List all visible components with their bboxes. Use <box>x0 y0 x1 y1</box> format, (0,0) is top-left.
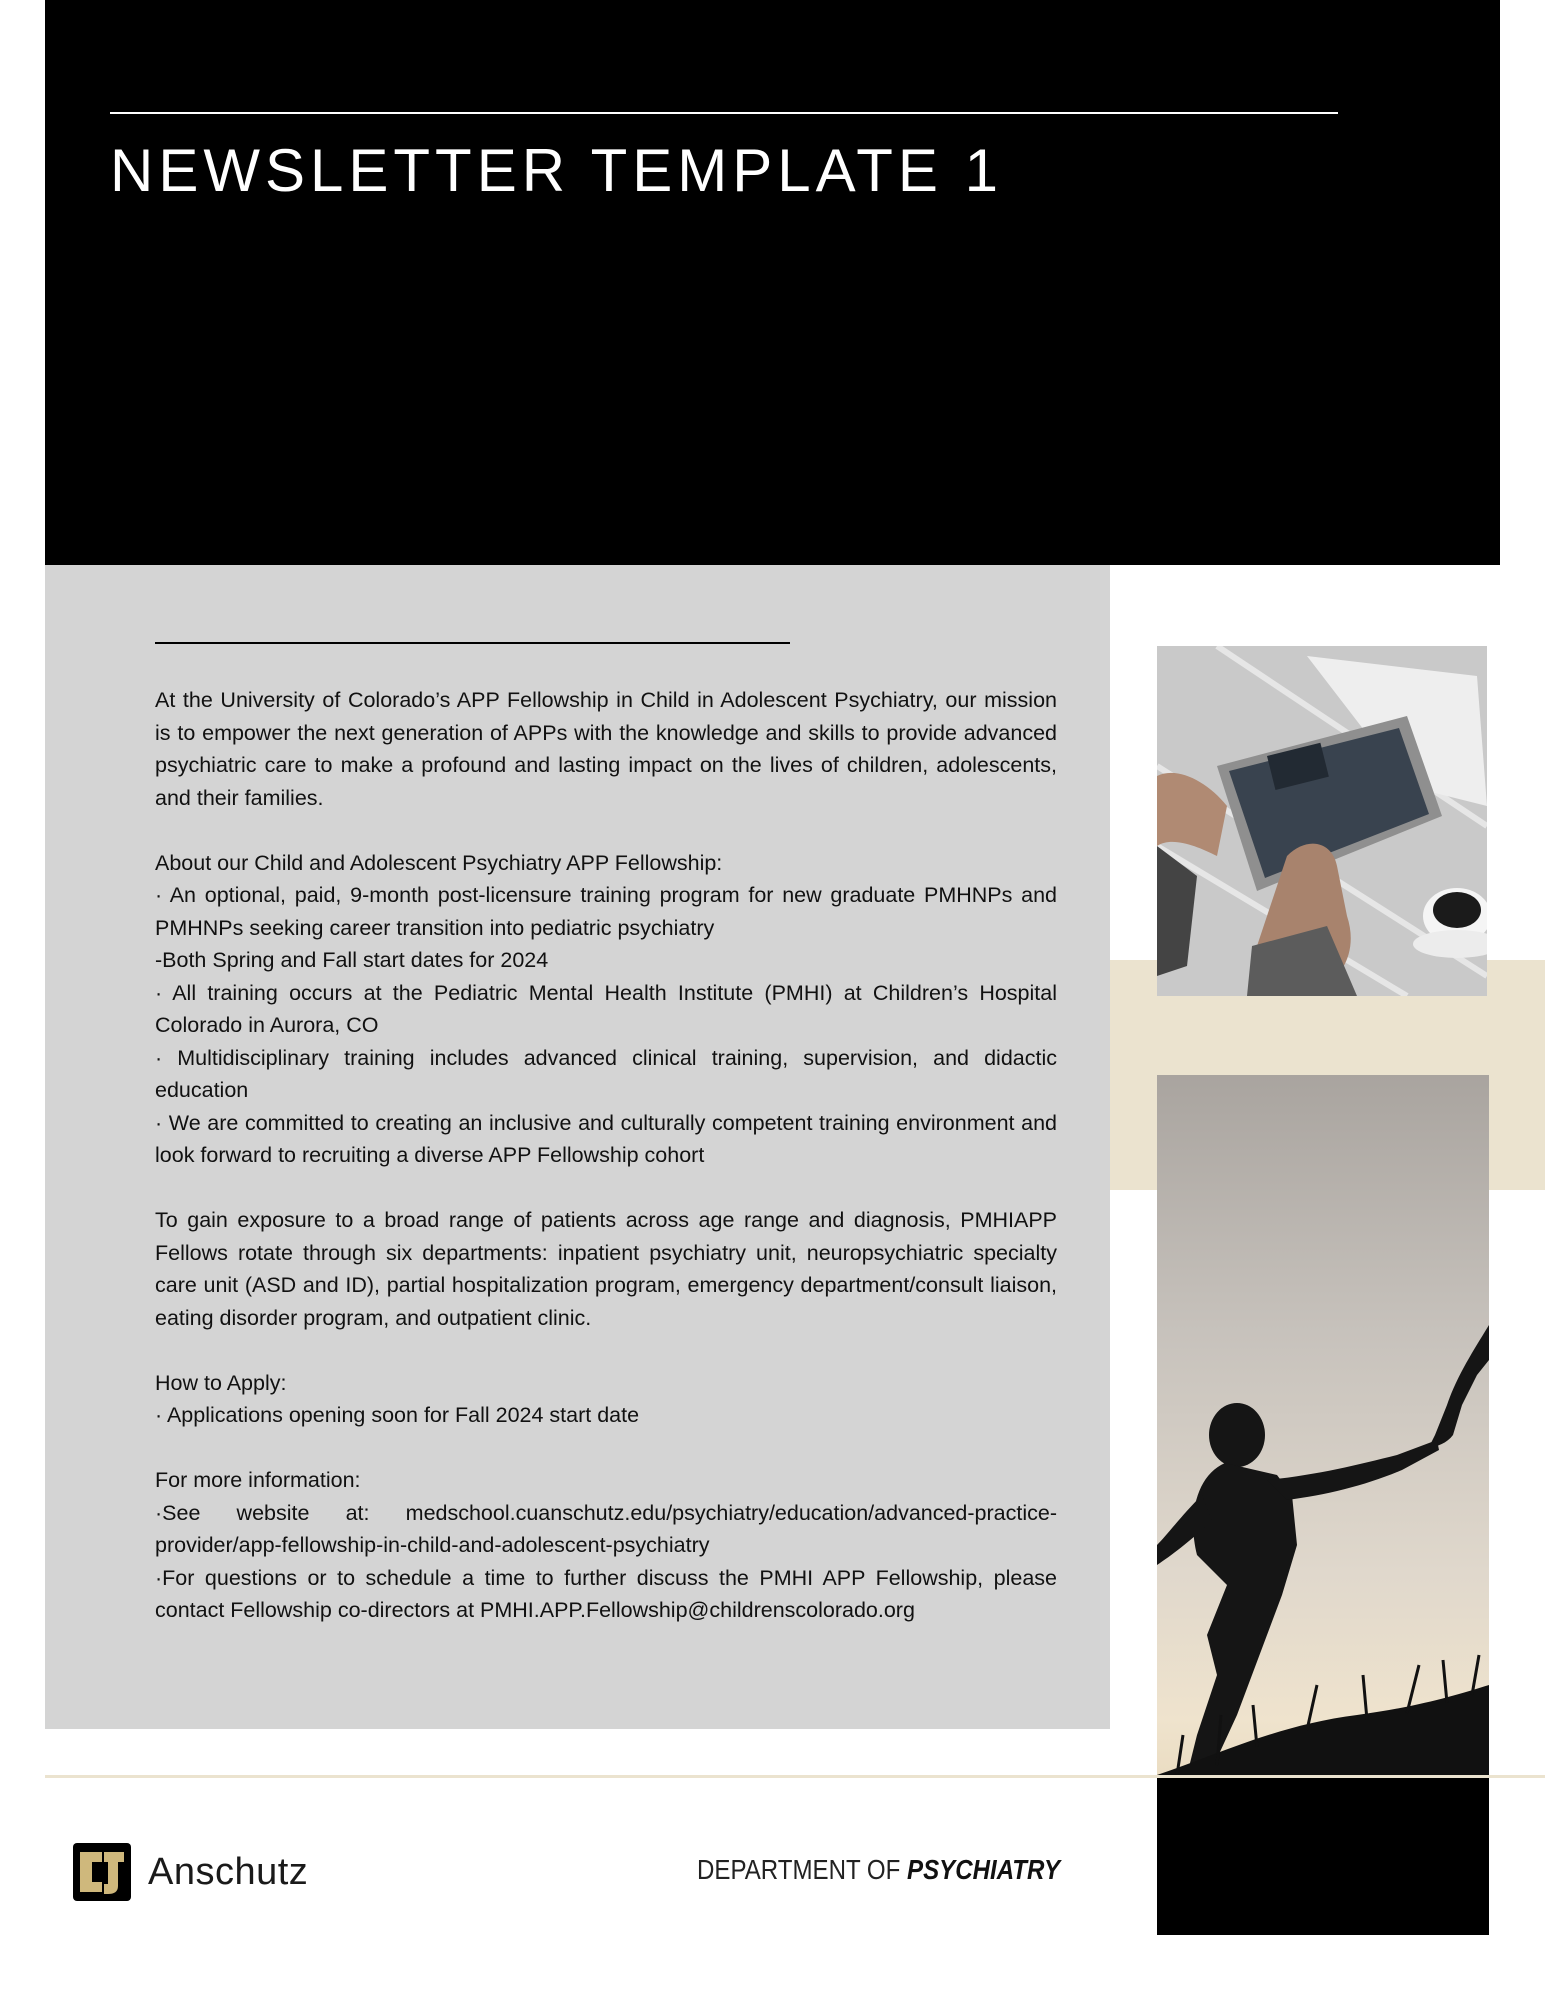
department-label <box>697 1854 1060 1886</box>
cu-logo-icon <box>72 1842 132 1902</box>
info-item-contact: ·For questions or to schedule a time to further discuss the PMHI APP Fellowship, please contact Fellowship co-directors at PMHI.APP.Fellowship@childrenscolorado.org <box>155 1565 1057 1622</box>
header-rule <box>110 112 1338 114</box>
footer-black-block <box>1157 1778 1489 1935</box>
info-item-website: ·See website at: medschool.cuanschutz.edu/psychiatry/education/advanced-practice-provider/app-fellowship-in-child-and-adolescent-psychiatry <box>155 1500 1057 1557</box>
tablet-photo-illustration <box>1157 646 1487 996</box>
header-block <box>45 0 1500 565</box>
newsletter-title: NEWSLETTER TEMPLATE 1 <box>110 137 1003 204</box>
apply-item: · Applications opening soon for Fall 2024 start date <box>155 1403 640 1427</box>
about-heading: About our Child and Adolescent Psychiatry APP Fellowship: <box>155 850 723 875</box>
logo-text: Anschutz <box>148 1850 309 1893</box>
body-text <box>155 684 1057 1627</box>
cu-anschutz-logo <box>72 1842 308 1902</box>
mission-paragraph: At the University of Colorado’s APP Fellowship in Child in Adolescent Psychiatry, our mission is to empower the next generation of APPs with the knowledge and skills to provide advanced psychiatric care to make a profound and lasting impact on the lives of children, adolescents, and their families. <box>155 688 1057 810</box>
rotations-paragraph: To gain exposure to a broad range of patients across age range and diagnosis, PMHIAPP Fellows rotate through six departments: inpatient psychiatry unit, neuropsychiatric specialty care unit (ASD and ID), partial hospitalization program, emergency department/consult liaison, eating disorder program, and outpatient clinic. <box>155 1208 1057 1330</box>
department-prefix: DEPARTMENT OF <box>697 1854 908 1885</box>
about-item: · We are committed to creating an inclusive and culturally competent training environment and look forward to recruiting a diverse APP Fellowship cohort <box>155 1110 1057 1167</box>
about-item: · All training occurs at the Pediatric Mental Health Institute (PMHI) at Children’s Hospital Colorado in Aurora, CO <box>155 980 1057 1037</box>
about-item: -Both Spring and Fall start dates for 2024 <box>155 948 549 972</box>
tablet-photo <box>1157 646 1487 996</box>
info-heading: For more information: <box>155 1468 361 1492</box>
department-name: PSYCHIATRY <box>907 1854 1061 1885</box>
about-item: · Multidisciplinary training includes advanced clinical training, supervision, and didactic education <box>155 1045 1057 1102</box>
apply-heading: How to Apply: <box>155 1370 287 1395</box>
content-divider <box>155 642 790 644</box>
about-item: · An optional, paid, 9-month post-licensure training program for new graduate PMHNPs and PMHNPs seeking career transition into pediatric psychiatry <box>155 883 1057 940</box>
